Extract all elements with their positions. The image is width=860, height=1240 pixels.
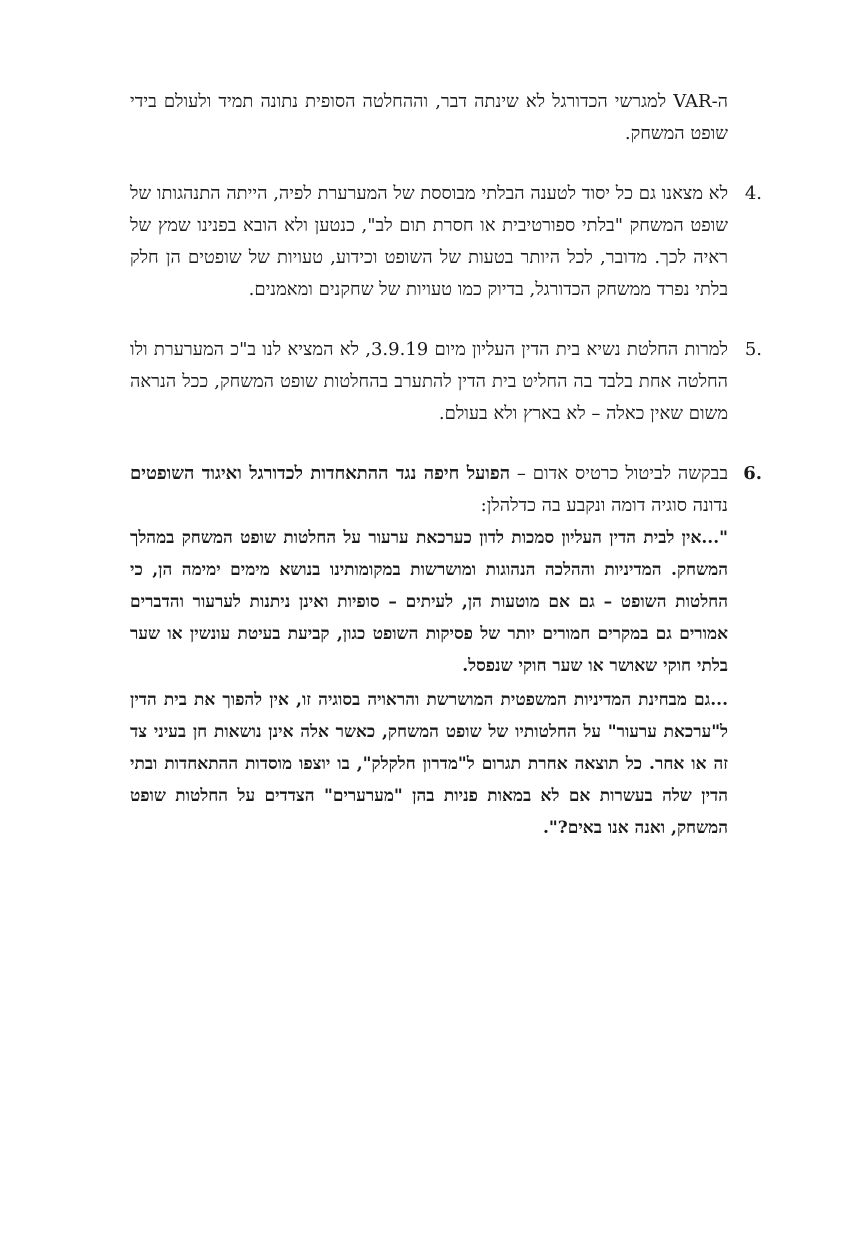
intro-paragraph: ה-VAR למגרשי הכדורגל לא שינתה דבר, וההחלטה הסופית נתונה תמיד ולעולם בידי שופט המשחק. xyxy=(130,91,728,144)
quote-paragraph-1: "...אין לבית הדין העליון סמכות לדון כערכאת ערעור על החלטות שופט המשחק במהלך המשחק. המדיניות וההלכה הנהוגות ומושרשות במקומותינו בנושא מימים ימימה הן, כי החלטות השופט – גם אם מוטעות הן, לעיתים – סופיות ואינן ניתנות לערעור והדברים אמורים גם במקרים חמורים יותר של פסיקות השופט כגון, קביעת בעיטת עונשין או שער בלתי חוקי שאושר או שער חוקי שנפסל. xyxy=(130,528,728,676)
quote-paragraph-2: ...גם מבחינת המדיניות המשפטית המושרשת והראויה בסוגיה זו, אין להפוך את בית הדין ל"ערכאת ערעור" על החלטותיו של שופט המשחק, כאשר אלה אינן נושאות חן בעיני צד זה או אחר. כל תוצאה אחרת תגרום ל"מדרון חלקלק", בו יוצפו מוסדות ההתאחדות ובתי הדין שלה בעשרות אם לא במאות פניות בהן "מערערים" הצדדים על החלטות שופט המשחק, ואנה אנו באים?". xyxy=(130,690,728,838)
case-name: הפועל חיפה נגד ההתאחדות לכדורגל ואיגוד השופטים xyxy=(130,463,511,484)
item-text: לא מצאנו גם כל יסוד לטענה הבלתי מבוססת של המערערת לפיה, הייתה התנהגותו של שופט המשחק "בלתי ספורטיבית או חסרת תום לב", כנטען ולא הובא בפנינו שמץ של ראיה לכך. מדובר, לכל היותר בטעות של השופט וכידוע, טעויות של שופטים הן חלק בלתי נפרד ממשחק הכדורגל, בדיוק כמו טעויות של שחקנים ומאמנים. xyxy=(130,183,728,300)
item-tail: נדונה סוגיה דומה ונקבע בה כדלהלן: xyxy=(480,495,728,516)
item-text: למרות החלטת נשיא בית הדין העליון מיום 3.9.19, לא המציא לנו ב"כ המערערת ולו החלטה אחת בלבד בה החליט בית הדין להתערב בהחלטות שופט המשחק, ככל הנראה משום שאין כאלה – לא בארץ ולא בעולם. xyxy=(130,339,728,424)
list-item-6 xyxy=(130,458,762,844)
item-number: 6. xyxy=(743,463,762,484)
item-lead: בבקשה לביטול כרטיס אדום – xyxy=(510,463,728,484)
item-number: 5. xyxy=(744,339,762,360)
list-item-5 xyxy=(130,334,762,430)
list-item-4 xyxy=(130,178,762,306)
item-intro-text xyxy=(130,458,728,522)
item-number: 4. xyxy=(744,183,762,204)
